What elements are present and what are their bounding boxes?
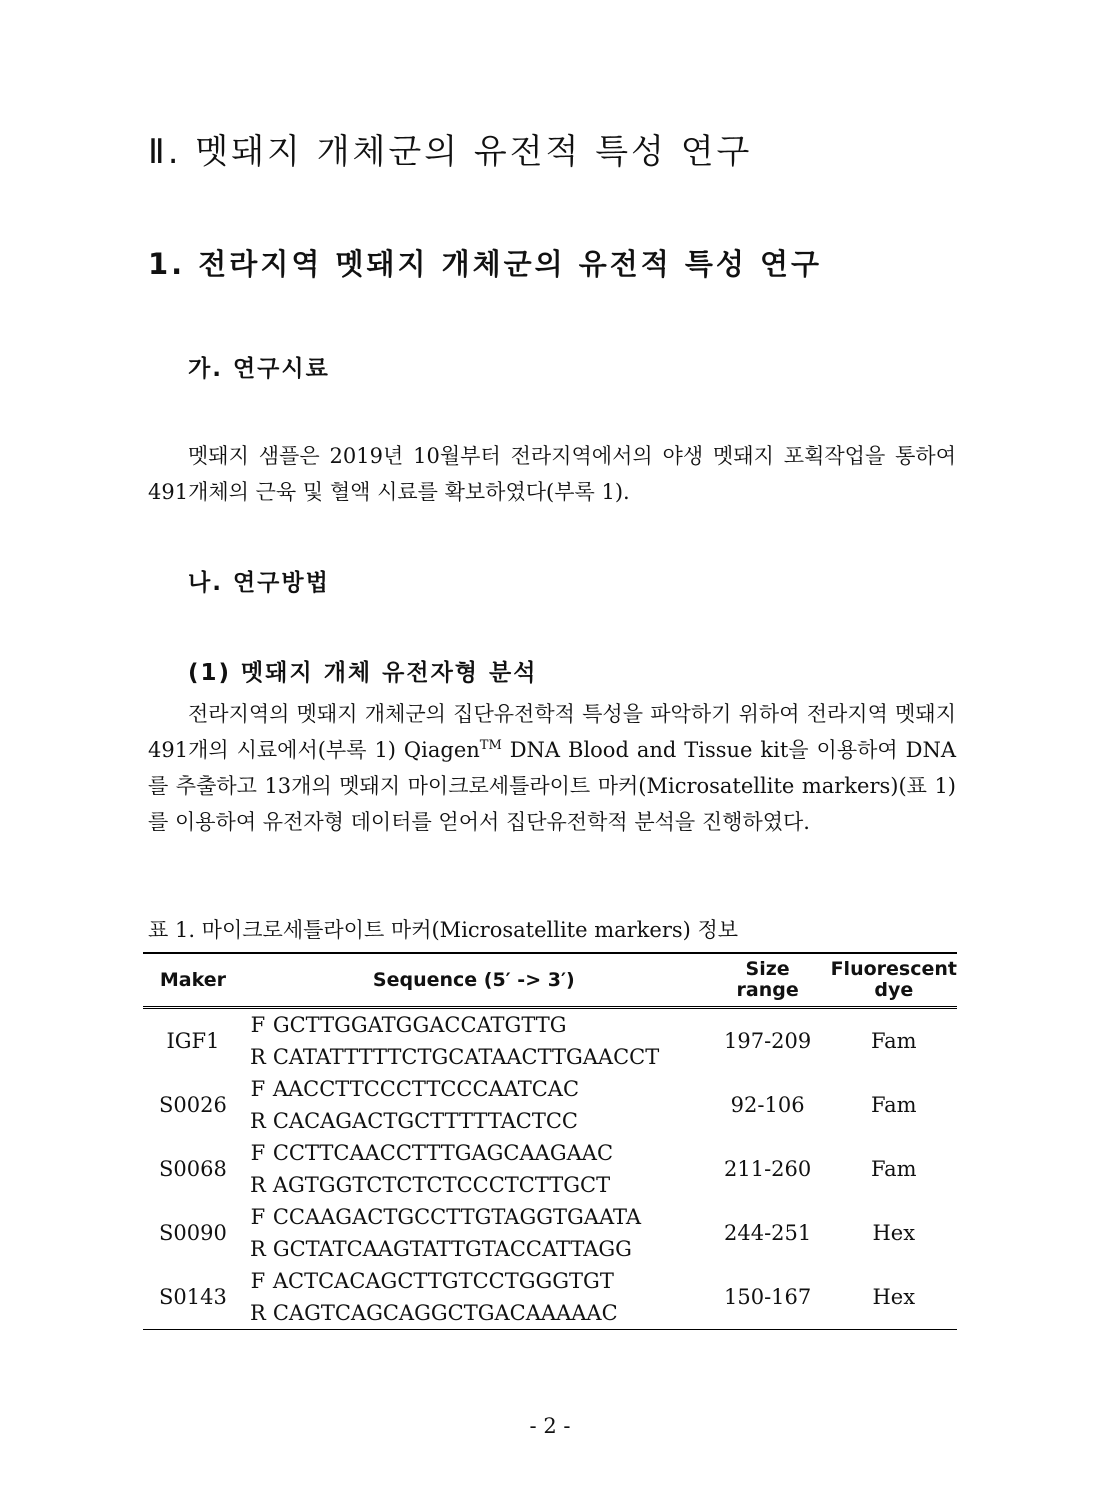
genotype-heading: (1) 멧돼지 개체 유전자형 분석 [188, 660, 538, 686]
chapter-title: Ⅱ. 멧돼지 개체군의 유전적 특성 연구 [148, 132, 753, 172]
table-row [143, 1201, 957, 1233]
trademark-superscript: TM [479, 738, 502, 753]
maker-cell: S0026 [159, 1093, 227, 1117]
table-row [143, 1265, 957, 1297]
dye-cell: Hex [872, 1221, 916, 1245]
size-cell: 244-251 [723, 1221, 812, 1245]
header-sequence: Sequence (5′ -> 3′) [243, 953, 705, 1008]
direction-cell: R [249, 1109, 266, 1133]
section-title: 1. 전라지역 멧돼지 개체군의 유전적 특성 연구 [148, 247, 823, 281]
size-cell: 197-209 [723, 1029, 812, 1053]
direction-cell: R [243, 1297, 273, 1330]
header-size: Size range [705, 953, 831, 1008]
maker-cell: S0143 [143, 1265, 243, 1330]
direction-cell: F [250, 1077, 266, 1101]
maker-cell: S0068 [159, 1157, 227, 1181]
dye-cell: Hex [831, 1265, 957, 1330]
direction-cell: R [249, 1045, 266, 1069]
size-cell: 150-167 [705, 1265, 831, 1330]
dye-cell: Fam [870, 1029, 917, 1053]
direction-cell: R [249, 1237, 266, 1261]
table-row [143, 1008, 957, 1042]
size-cell: 211-260 [723, 1157, 812, 1181]
direction-cell: F [250, 1205, 266, 1229]
table-row [143, 1137, 957, 1169]
samples-text: 멧돼지 샘플은 2019년 10월부터 전라지역에서의 야생 멧돼지 포획작업을 통하여 491개체의 근육 및 혈액 시료를 확보하였다(부록 1). [148, 444, 956, 504]
dye-cell: Fam [870, 1093, 917, 1117]
sequence-cell: GCTATCAAGTATTGTACCATTAGG [272, 1237, 632, 1261]
sequence-cell: CCTTCAACCTTTGAGCAAGAAC [272, 1141, 614, 1165]
genotype-text-2: DNA Blood and Tissue kit을 이용하여 DNA를 추출하고 13개의 멧돼지 마이크로세틀라이트 마커(Microsatellite markers)(표 1)를 이용하여 유전자형 데이터를 얻어서 집단유전학적 분석을 진행하였다. [148, 738, 956, 834]
table-caption: 표 1. 마이크로세틀라이트 마커(Microsatellite markers) 정보 [148, 918, 739, 942]
direction-cell: F [250, 1141, 266, 1165]
sequence-cell: CAGTCAGCAGGCTGACAAAAAC [273, 1297, 705, 1330]
maker-cell: S0090 [159, 1221, 227, 1245]
methods-heading: 나. 연구방법 [188, 570, 330, 596]
direction-cell: R [249, 1173, 266, 1197]
dye-cell: Fam [870, 1157, 917, 1181]
size-cell: 92-106 [730, 1093, 805, 1117]
direction-cell: F [250, 1013, 266, 1037]
page-number: - 2 - [529, 1414, 571, 1438]
header-dye: Fluorescent dye [831, 953, 957, 1008]
genotype-text-1: 전라지역의 멧돼지 개체군의 집단유전학적 특성을 파악하기 위하여 전라지역 멧돼지 491개의 시료에서(부록 1) Qiagen [148, 702, 956, 762]
samples-paragraph [148, 438, 956, 510]
sequence-cell: GCTTGGATGGACCATGTTG [272, 1013, 567, 1037]
header-maker: Maker [143, 953, 243, 1008]
marker-table [143, 952, 957, 1330]
direction-cell: F [250, 1269, 266, 1293]
sequence-cell: CATATTTTTCTGCATAACTTGAACCT [272, 1045, 660, 1069]
genotype-paragraph [148, 696, 956, 840]
samples-heading: 가. 연구시료 [188, 356, 330, 382]
sequence-cell: CCAAGACTGCCTTGTAGGTGAATA [272, 1205, 641, 1229]
sequence-cell: CACAGACTGCTTTTTACTCC [272, 1109, 578, 1133]
sequence-cell: ACTCACAGCTTGTCCTGGGTGT [272, 1269, 614, 1293]
maker-cell: IGF1 [166, 1029, 220, 1053]
sequence-cell: AGTGGTCTCTCTCCCTCTTGCT [272, 1173, 611, 1197]
sequence-cell: AACCTTCCCTTCCCAATCAC [272, 1077, 580, 1101]
table-header-row [143, 953, 957, 1008]
table-row [143, 1073, 957, 1105]
